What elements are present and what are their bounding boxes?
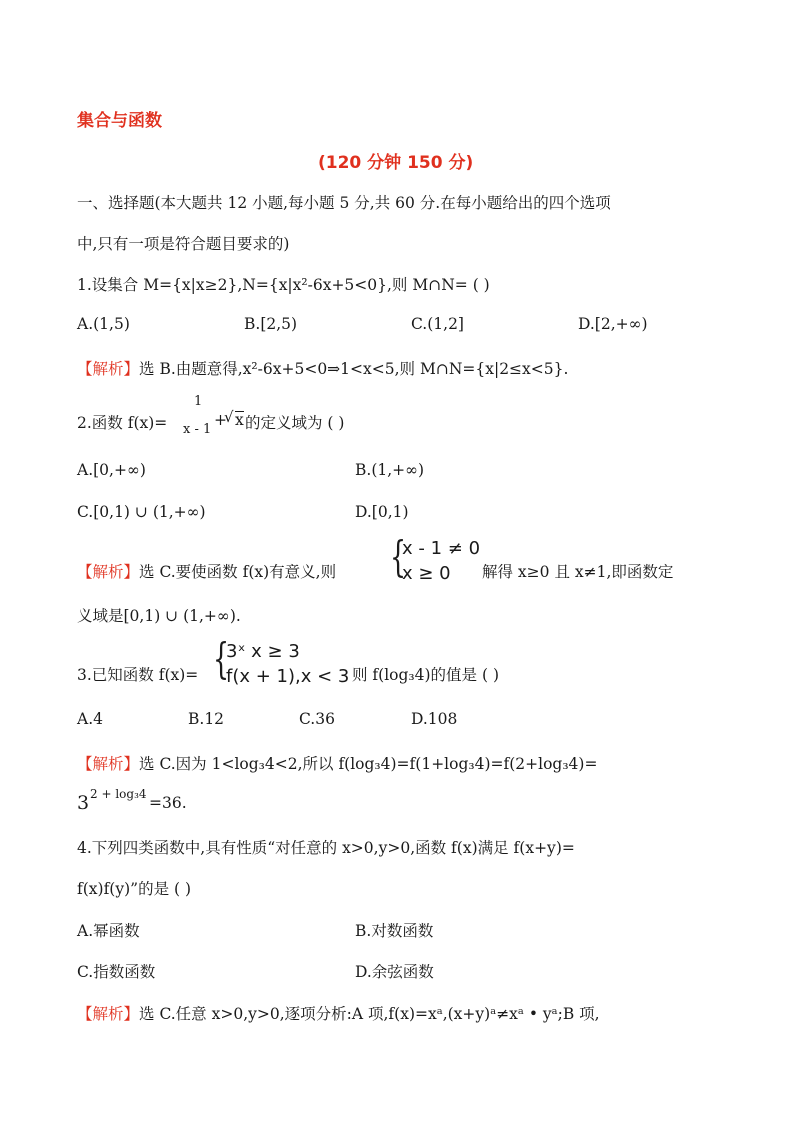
analysis-tag: 【解析】 bbox=[77, 1005, 140, 1023]
sqrt-icon: √ bbox=[224, 408, 234, 426]
question-2-option-b: B.(1,+∞) bbox=[355, 461, 425, 479]
question-3-analysis-power-base: 3 bbox=[77, 792, 90, 814]
question-2-system-line1: x - 1 ≠ 0 bbox=[402, 538, 481, 559]
question-2-stem-mid: + bbox=[214, 411, 227, 429]
question-1-option-c: C.(1,2] bbox=[411, 315, 464, 333]
question-2-analysis-prefix: 选 C.要使函数 f(x)有意义,则 bbox=[139, 563, 337, 581]
question-2-analysis-suffix: 解得 x≥0 且 x≠1,即函数定 bbox=[482, 563, 674, 581]
analysis-tag: 【解析】 bbox=[77, 755, 140, 773]
question-4-option-c: C.指数函数 bbox=[77, 963, 156, 981]
question-1-analysis-text: 选 B.由题意得,x²-6x+5<0⇒1<x<5,则 M∩N={x|2≤x<5}. bbox=[139, 360, 569, 378]
question-2-analysis-line2: 义域是[0,1) ∪ (1,+∞). bbox=[77, 607, 241, 625]
question-2-fraction-denominator: x - 1 bbox=[183, 422, 212, 437]
question-3-option-b: B.12 bbox=[188, 710, 225, 728]
question-2-option-c: C.[0,1) ∪ (1,+∞) bbox=[77, 503, 206, 521]
question-2-fraction-numerator: 1 bbox=[194, 394, 203, 409]
question-1-option-d: D.[2,+∞) bbox=[578, 315, 648, 333]
question-4-analysis-text: 选 C.任意 x>0,y>0,逐项分析:A 项,f(x)=xᵃ,(x+y)ᵃ≠xᵃ • yᵃ;B 项, bbox=[139, 1005, 600, 1023]
question-2-option-d: D.[0,1) bbox=[355, 503, 409, 521]
analysis-tag: 【解析】 bbox=[77, 360, 140, 378]
question-3-analysis bbox=[77, 752, 597, 774]
question-3-option-d: D.108 bbox=[411, 710, 458, 728]
question-3-analysis-result: =36. bbox=[149, 794, 187, 812]
section-instructions-line2: 中,只有一项是符合题目要求的) bbox=[77, 235, 290, 253]
question-4-option-d: D.余弦函数 bbox=[355, 963, 434, 981]
question-2-stem-suffix: 的定义域为 ( ) bbox=[245, 414, 345, 432]
question-4-stem-line1: 4.下列四类函数中,具有性质“对任意的 x>0,y>0,函数 f(x)满足 f(x+y)= bbox=[77, 839, 575, 857]
section-instructions-line1: 一、选择题(本大题共 12 小题,每小题 5 分,共 60 分.在每小题给出的四个选项 bbox=[77, 194, 611, 212]
left-brace-icon: { bbox=[390, 532, 407, 581]
analysis-tag: 【解析】 bbox=[77, 563, 140, 581]
question-1-option-b: B.[2,5) bbox=[244, 315, 298, 333]
document-title: 集合与函数 bbox=[77, 111, 162, 131]
question-4-analysis bbox=[77, 1002, 600, 1024]
question-3-analysis-power-exponent: 2 + log₃4 bbox=[90, 787, 147, 801]
question-1-stem: 1.设集合 M={x|x≥2},N={x|x²-6x+5<0},则 M∩N= ( ) bbox=[77, 276, 490, 294]
question-1-option-a: A.(1,5) bbox=[77, 315, 130, 333]
question-4-stem-line2: f(x)f(y)”的是 ( ) bbox=[77, 880, 192, 898]
question-2-option-a: A.[0,+∞) bbox=[77, 461, 146, 479]
question-2-system-line2: x ≥ 0 bbox=[402, 563, 451, 584]
exam-info: (120 分钟 150 分) bbox=[318, 153, 474, 173]
question-3-stem-suffix: 则 f(log₃4)的值是 ( ) bbox=[352, 666, 499, 684]
question-4-option-b: B.对数函数 bbox=[355, 922, 434, 940]
question-3-system-line1: 3ˣ x ≥ 3 bbox=[226, 641, 300, 662]
question-1-analysis bbox=[77, 357, 568, 379]
question-3-option-a: A.4 bbox=[77, 710, 103, 728]
left-brace-icon: { bbox=[213, 634, 230, 683]
question-3-analysis-text: 选 C.因为 1<log₃4<2,所以 f(log₃4)=f(1+log₃4)=f(2+log₃4)= bbox=[139, 755, 598, 773]
question-2-analysis bbox=[77, 560, 336, 582]
question-2-sqrt-arg: x bbox=[235, 411, 244, 429]
question-3-stem-prefix: 3.已知函数 f(x)= bbox=[77, 666, 199, 684]
question-4-option-a: A.幂函数 bbox=[77, 922, 140, 940]
question-3-system-line2: f(x + 1),x < 3 bbox=[226, 666, 350, 687]
question-3-option-c: C.36 bbox=[299, 710, 335, 728]
question-2-stem-prefix: 2.函数 f(x)= bbox=[77, 414, 168, 432]
